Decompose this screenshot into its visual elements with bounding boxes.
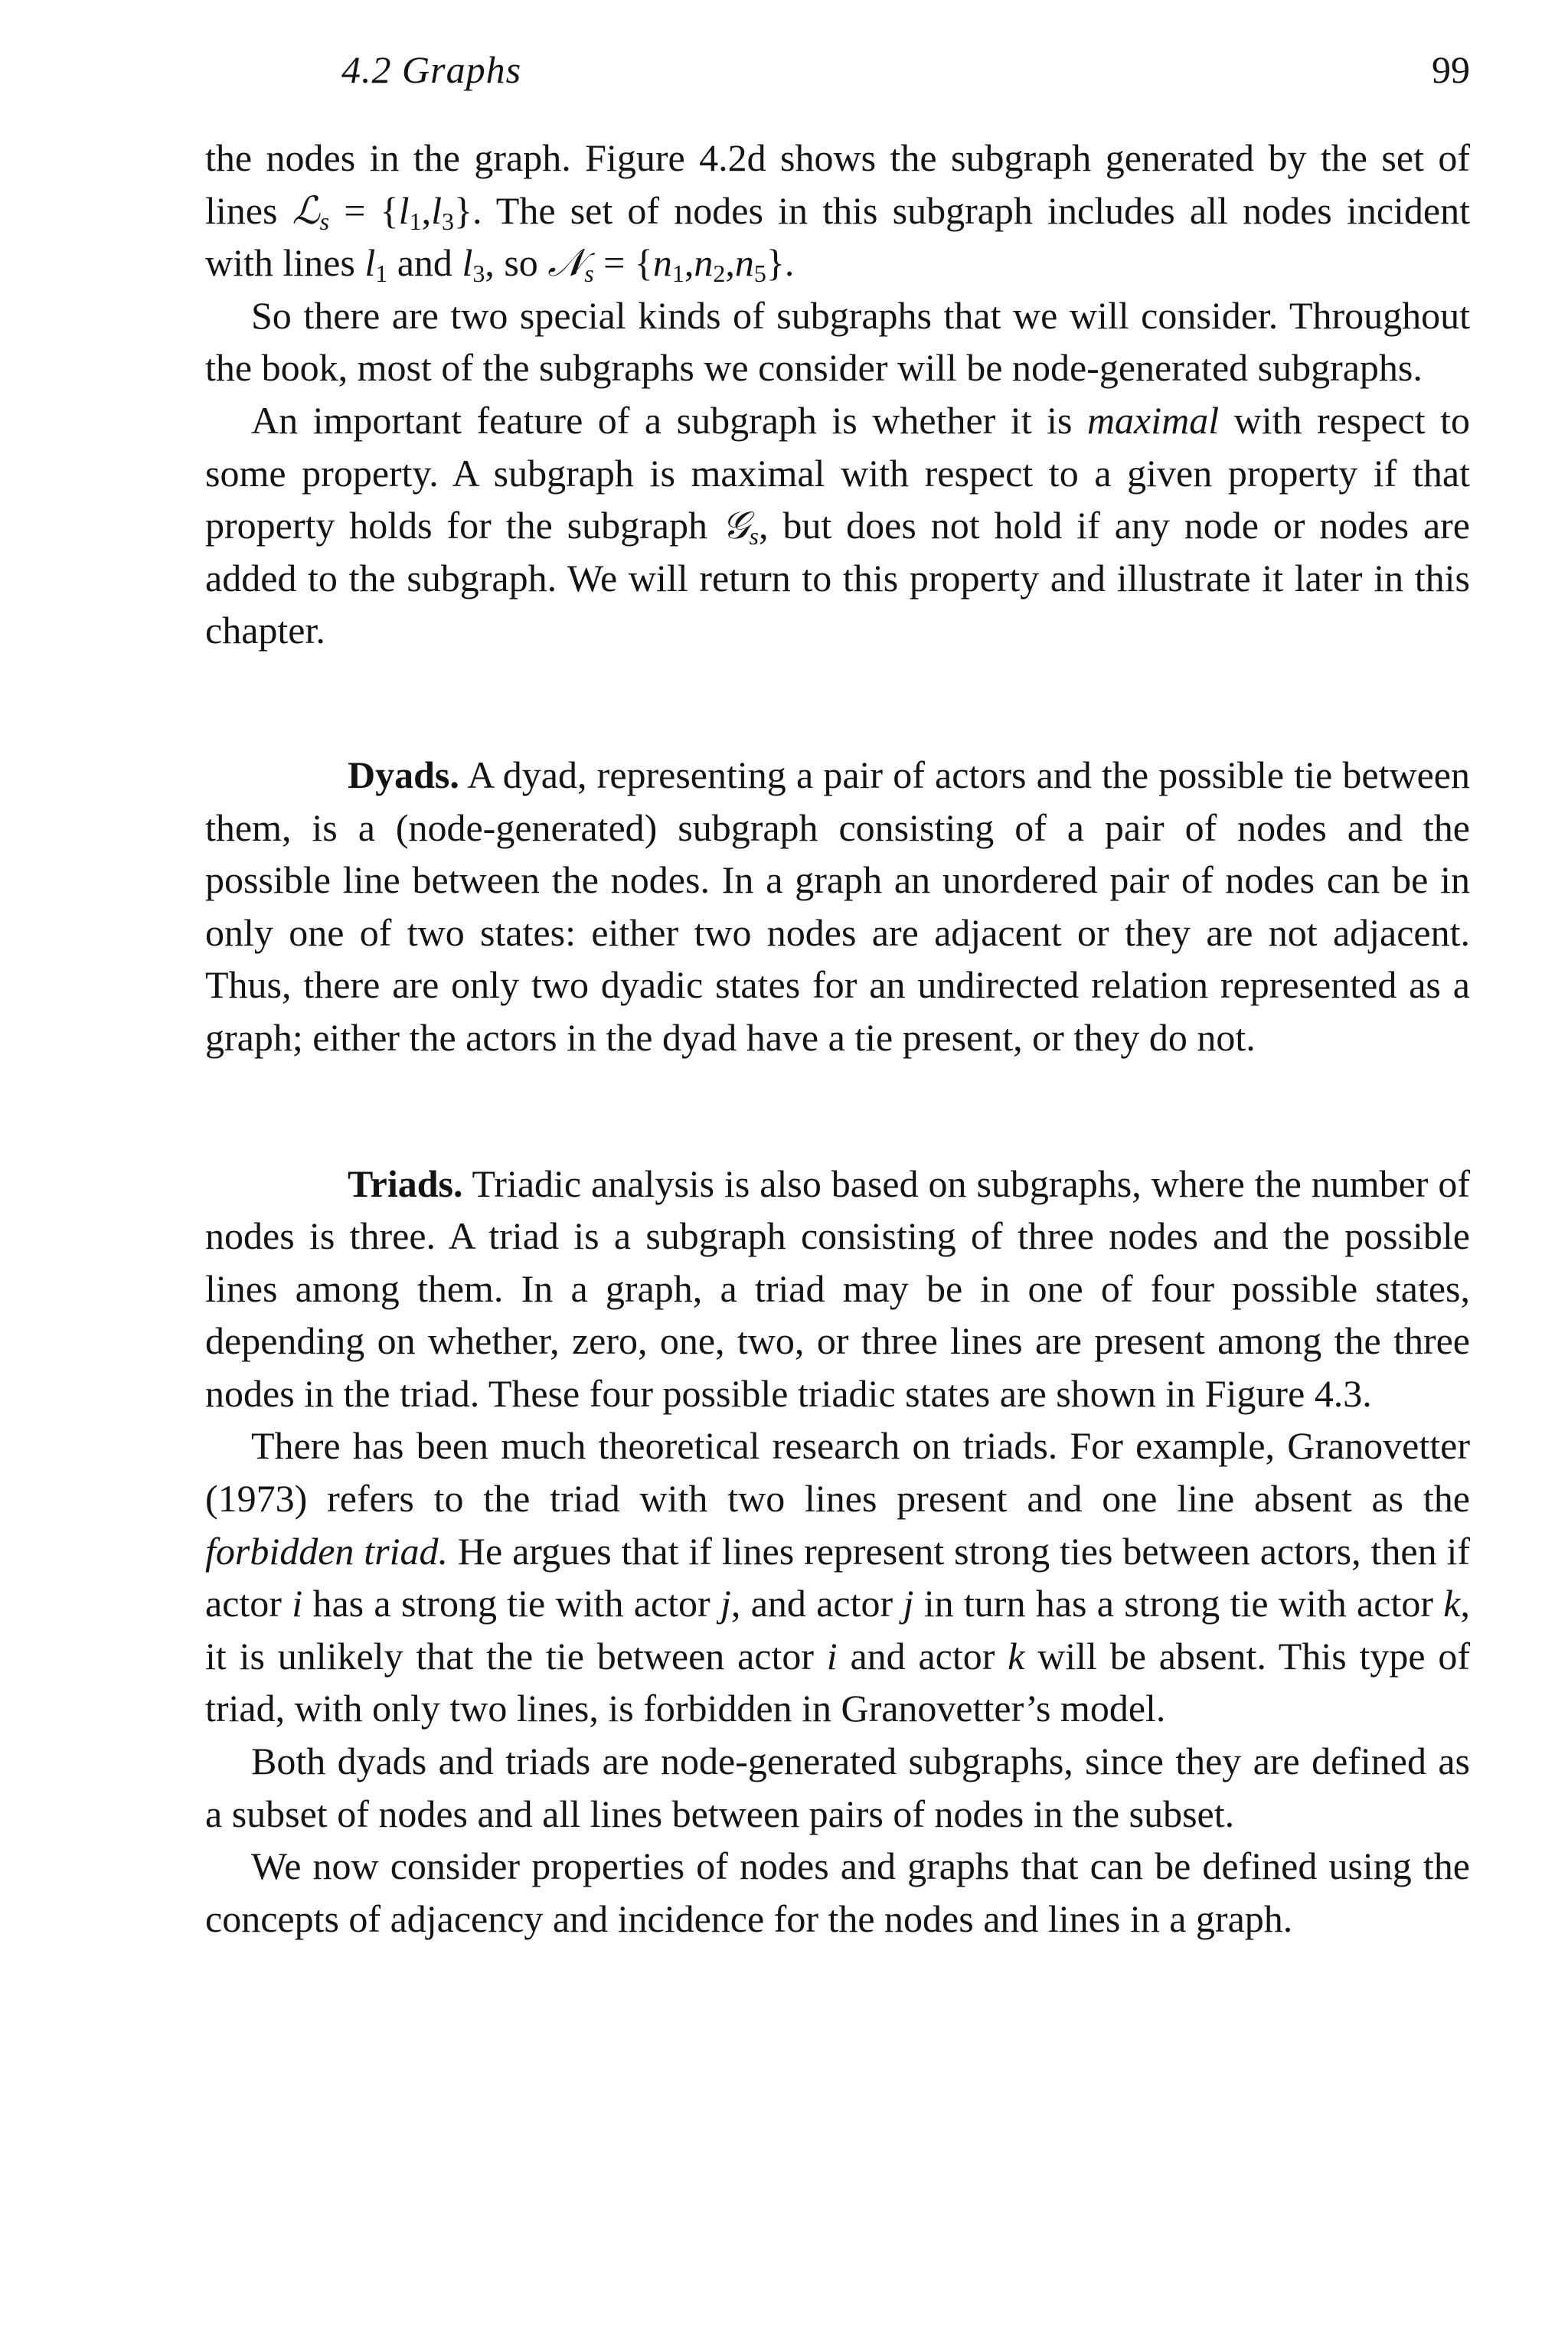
page-header [341, 47, 1470, 101]
paragraph-dyads-triads-node-generated: Both dyads and triads are node-generated subgraphs, since they are defined as a subset of nodes and all lines between pairs of nodes in the subset. [205, 1740, 1470, 1835]
paragraph-triads: Triads. Triadic analysis is also based on subgraphs, where the number of nodes is three. A triad is a subgraph consisting of three nodes and the possible lines among them. In a graph, a triad may be in one of four possible states, depending on whether, zero, one, two, or three lines are present among the three nodes in the triad. These four possible triadic states are shown in Figure 4.3. [205, 1161, 1470, 1415]
paragraph-dyads: Dyads. A dyad, representing a pair of actors and the possible tie between them, is a (node-generated) subgraph consisting of a pair of nodes and the possible line between the nodes. In a graph an unordered pair of nodes can be in only one of two states: either two nodes are adjacent or they are not adjacent. Thus, there are only two dyadic states for an undirected relation represented as a graph; either the actors in the dyad have a tie present, or they do not. [205, 753, 1470, 1059]
paragraph-next-section: We now consider properties of nodes and graphs that can be defined using the concepts of adjacency and incidence for the nodes and lines in a graph. [205, 1844, 1470, 1940]
paragraph-maximal: An important feature of a subgraph is whether it is maximal with respect to some property. A subgraph is maximal with respect to a given property if that property holds for the subgraph 𝒢$_s$, but does not hold if any node or nodes are added to the subgraph. We will return to this property and illustrate it later in this chapter. [205, 398, 1471, 652]
dyads-heading: Dyads. [348, 753, 459, 796]
page-body [205, 132, 1470, 1945]
paragraph-continuation: the nodes in the graph. Figure 4.2d shows the subgraph generated by the set of lines ℒ$_s$ = $\{l_1,l_3\}$. The set of nodes in this subgraph includes all nodes incident with lines $l_1$ and $l_3$, so 𝒩$_s$ = $\{n_1,n_2,n_5\}$. [205, 136, 1470, 288]
triads-heading: Triads. [348, 1161, 463, 1205]
running-head: 4.2 Graphs [341, 48, 522, 91]
paragraph-special-subgraphs: So there are two special kinds of subgraphs that we will consider. Throughout the book, most of the subgraphs we consider will be node-generated subgraphs. [205, 293, 1470, 390]
page-number: 99 [1432, 48, 1470, 91]
paragraph-granovetter: There has been much theoretical research on triads. For example, Granovetter (1973) refers to the triad with two lines present and one line absent as the forbidden triad. He argues that if lines represent strong ties between actors, then if actor i has a strong tie with actor j, and actor j in turn has a strong tie with actor k, it is unlikely that the tie between actor i and actor k will be absent. This type of triad, with only two lines, is forbidden in Granovetter’s model. [205, 1424, 1470, 1730]
